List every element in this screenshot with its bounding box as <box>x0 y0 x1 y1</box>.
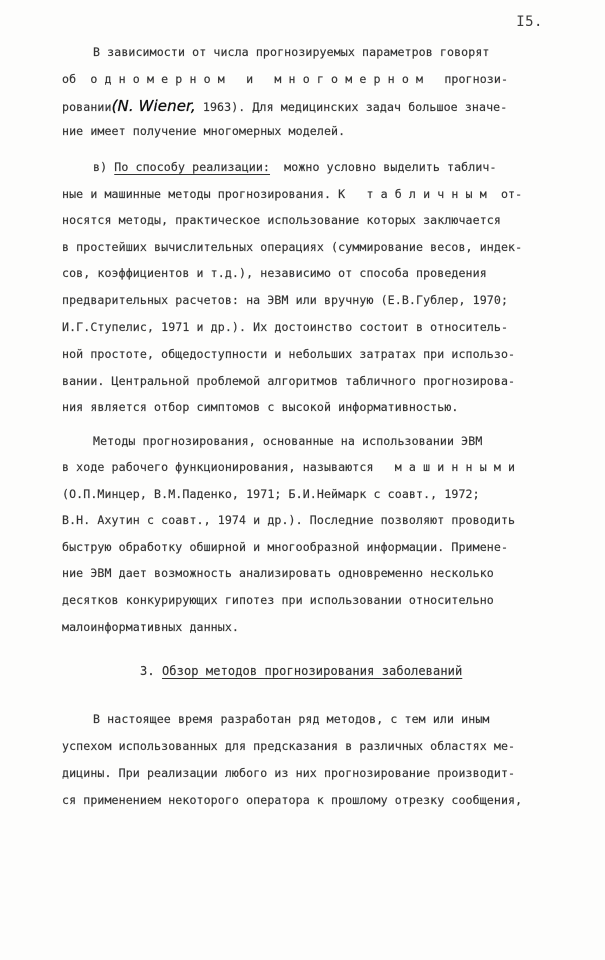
text-line: десятков конкурирующих гипотез при использовании относительно <box>62 593 494 607</box>
text-line <box>62 97 602 115</box>
text-line: (О.П.Минцер, В.М.Паденко, 1971; Б.И.Неймарк с соавт., 1972; <box>62 487 480 501</box>
text-line: сов, коэффициентов и т.д.), независимо от способа проведения <box>62 266 487 280</box>
text-fragment: можно условно выделить таблич- <box>270 160 497 174</box>
text-line: ние ЭВМ дает возможность анализировать одновременно несколько <box>62 566 494 580</box>
handwritten-citation: (N. Wiener, <box>111 97 196 115</box>
text-line: Методы прогнозирования, основанные на использовании ЭВМ <box>93 434 483 448</box>
text-line: носятся методы, практическое использование которых заключается <box>62 213 501 227</box>
text-line: быструю обработку обширной и многообразной информации. Примене- <box>62 540 509 554</box>
text-line <box>93 160 593 174</box>
text-line: успехом использованных для предсказания в различных областях ме- <box>62 739 516 753</box>
text-line: ные и машинные методы прогнозирования. К т а б л и ч н ы м от- <box>62 187 523 201</box>
text-line: В настоящее время разработан ряд методов, с тем или иным <box>93 712 490 726</box>
underlined-term: По способу реализации: <box>114 160 271 174</box>
text-line: ния является отбор симптомов с высокой информативностью. <box>62 400 459 414</box>
text-line: ние имеет получение многомерных моделей. <box>62 124 346 138</box>
text-fragment: 1963). Для медицинских задач большое значе- <box>195 100 508 114</box>
text-line: дицины. При реализации любого из них прогнозирование производит- <box>62 766 516 780</box>
text-line: В зависимости от числа прогнозируемых параметров говорят <box>93 45 490 59</box>
text-line: ся применением некоторого оператора к прошлому отрезку сообщения, <box>62 793 523 807</box>
text-line: в простейших вычислительных операциях (суммирование весов, индек- <box>62 240 523 254</box>
text-line: в ходе рабочего функционирования, называются м а ш и н н ы м и <box>62 460 516 474</box>
text-line: В.Н. Ахутин с соавт., 1974 и др.). Последние позволяют проводить <box>62 513 516 527</box>
text-line: малоинформативных данных. <box>62 620 240 634</box>
page-number: I5. <box>516 14 543 30</box>
text-line: ной простоте, общедоступности и небольших затратах при использо- <box>62 347 516 361</box>
section-heading <box>140 664 580 678</box>
list-marker: в) <box>93 160 115 174</box>
section-number: 3. <box>140 664 155 678</box>
text-fragment: ровании <box>62 100 112 114</box>
text-line: об о д н о м е р н о м и м н о г о м е р н о м прогнози- <box>62 72 509 86</box>
text-line: предварительных расчетов: на ЭВМ или вручную (Е.В.Гублер, 1970; <box>62 293 509 307</box>
text-line: И.Г.Ступелис, 1971 и др.). Их достоинство состоит в относитель- <box>62 320 509 334</box>
section-title: Обзор методов прогнозирования заболеваний <box>161 664 463 678</box>
text-line: вании. Центральной проблемой алгоритмов табличного прогнозирова- <box>62 374 516 388</box>
